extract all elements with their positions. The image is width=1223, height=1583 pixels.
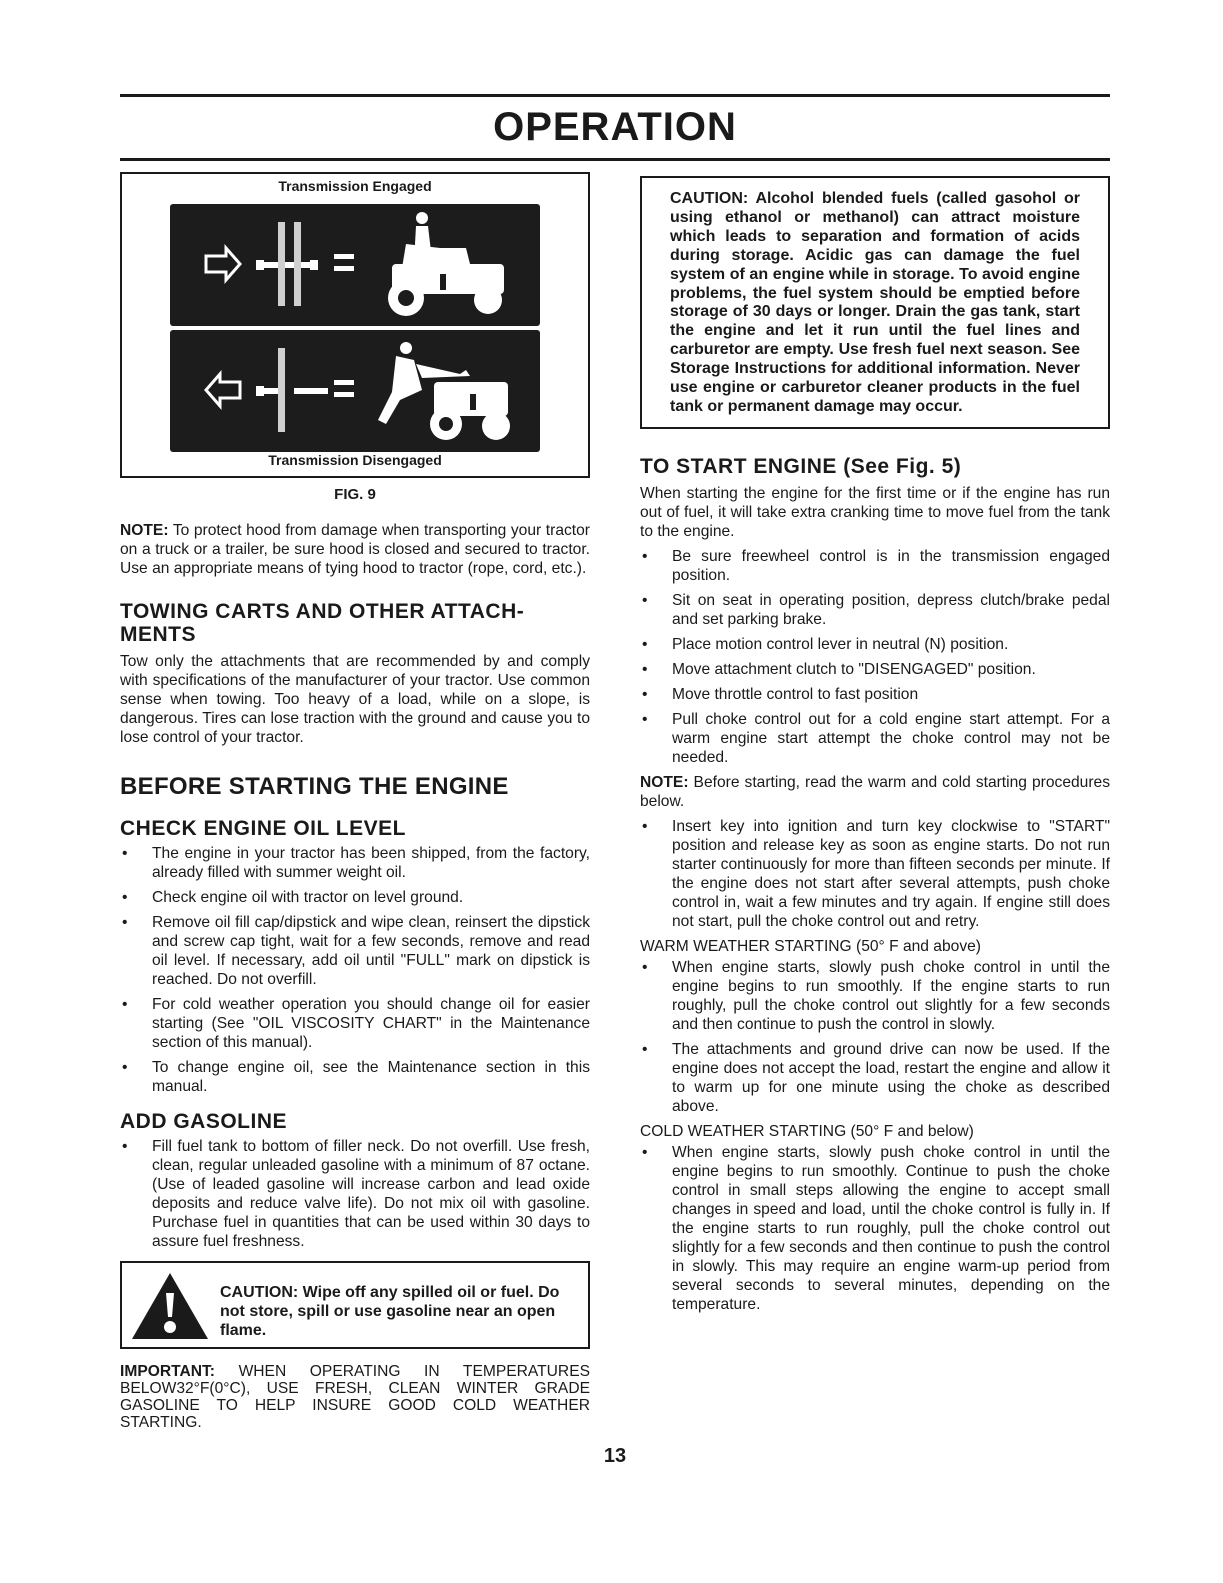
header-rule-bottom <box>120 158 1110 161</box>
towing-text: Tow only the attachments that are recommended by and comply with specifications of the manufacturer of your tractor. Use common sense when towing. Too heavy of a load, while on a slope, is dangerous. Tires can lose traction with the ground and cause you to lose control of your tractor. <box>120 653 590 746</box>
list-item: • Remove oil fill cap/dipstick and wipe clean, reinsert the dipstick and screw cap tight, wait for a few seconds, remove and read oil level. If necessary, add oil until "FULL" mark on dipstick is reached. Do not overfill. <box>120 913 590 989</box>
important-label: IMPORTANT: <box>120 1363 215 1380</box>
alcohol-caution-box <box>640 176 1110 429</box>
list-item: • Pull choke control out for a cold engine start attempt. For a warm engine start attempt the choke control may not be needed. <box>640 710 1110 767</box>
engaged-illustration-icon <box>170 204 540 326</box>
fire-warning-box <box>120 1261 590 1349</box>
warm-weather-list <box>640 958 1110 1116</box>
engaged-panel <box>170 204 540 326</box>
page-title: OPERATION <box>493 105 737 149</box>
before-starting-heading: BEFORE STARTING THE ENGINE <box>120 773 509 800</box>
add-gasoline-heading: ADD GASOLINE <box>120 1110 288 1133</box>
gasoline-list <box>120 1137 590 1251</box>
ignition-list <box>640 817 1110 931</box>
list-item: • Fill fuel tank to bottom of filler neck. Do not overfill. Use fresh, clean, regular unleaded gasoline with a minimum of 87 octane. (Use of leaded gasoline will increase carbon and lead oxide deposits and reduce valve life). Do not mix oil with gasoline. Purchase fuel in quantities that can be used within 30 days to assure fuel freshness. <box>120 1137 590 1251</box>
cold-weather-list <box>640 1143 1110 1314</box>
important-text: WHEN OPERATING IN TEMPERATURES BELOW32°F(0°C), USE FRESH, CLEAN WINTER GRADE GASOLINE TO HELP INSURE GOOD COLD WEATHER STARTING. <box>120 1363 590 1431</box>
list-item: • Check engine oil with tractor on level ground. <box>120 888 590 907</box>
list-item: • When engine starts, slowly push choke control in until the engine begins to run smoothly. Continue to push the choke control in small steps allowing the engine to accept small changes in speed and load, until the choke control is fully in. If the engine starts to run roughly, pull the choke control out slightly for a few seconds and then continue to push the control in slowly. This may require an engine warm-up period from several seconds to several minutes, depending on the temperature. <box>640 1143 1110 1314</box>
figure-caption-disengaged: Transmission Disengaged <box>268 452 442 468</box>
figure-label: FIG. 9 <box>334 486 376 503</box>
right-column <box>640 172 1110 1320</box>
towing-heading-line1: TOWING CARTS AND OTHER ATTACH- <box>120 600 525 623</box>
start-intro: When starting the engine for the first time or if the engine has run out of fuel, it will take extra cranking time to move fuel from the tank to the engine. <box>640 484 1110 540</box>
fire-warning-text: CAUTION: Wipe off any spilled oil or fuel. Do not store, spill or use gasoline near an open flame. <box>220 1284 560 1339</box>
list-item: • Insert key into ignition and turn key clockwise to "START" position and release key as soon as engine starts. Do not run starter continuously for more than fifteen seconds per minute. If the engine does not start after several attempts, push choke control in, wait a few minutes and try again. If engine still does not start, pull the choke control out and retry. <box>640 817 1110 931</box>
list-item: • Place motion control lever in neutral (N) position. <box>640 635 1110 654</box>
page-number: 13 <box>603 1445 627 1467</box>
figure-caption-engaged: Transmission Engaged <box>278 178 432 194</box>
warning-triangle-icon <box>130 1271 210 1341</box>
start-steps-list <box>640 547 1110 767</box>
list-item: • The attachments and ground drive can now be used. If the engine does not accept the load, restart the engine and allow it to warm up for one minute using the choke as described above. <box>640 1040 1110 1116</box>
list-item: • Move attachment clutch to "DISENGAGED" position. <box>640 660 1110 679</box>
note-text: Before starting, read the warm and cold starting procedures below. <box>640 773 1110 810</box>
alcohol-caution-text: CAUTION: Alcohol blended fuels (called gasohol or using ethanol or methanol) can attract moisture which leads to separation and formation of acids during storage. Acidic gas can damage the fuel system of an engine while in storage. To avoid engine problems, the fuel system should be emptied before storage of 30 days or longer. Drain the gas tank, start the engine and let it run until the fuel lines and carburetor are empty. Use fresh fuel next season. See Storage Instructions for additional information. Never use engine or carburetor cleaner products in the fuel tank or permanent damage may occur. <box>670 190 1080 415</box>
oil-list <box>120 844 590 1096</box>
start-engine-heading: TO START ENGINE (See Fig. 5) <box>640 454 962 478</box>
list-item: • To change engine oil, see the Maintenance section in this manual. <box>120 1058 590 1096</box>
disengaged-illustration-icon <box>170 330 540 452</box>
list-item: • Be sure freewheel control is in the transmission engaged position. <box>640 547 1110 585</box>
starting-note <box>640 773 1110 811</box>
list-item: • Sit on seat in operating position, depress clutch/brake pedal and set parking brake. <box>640 591 1110 629</box>
note-label: NOTE: <box>120 522 169 539</box>
check-oil-heading: CHECK ENGINE OIL LEVEL <box>120 817 406 840</box>
left-column <box>120 172 590 1431</box>
cold-weather-heading: COLD WEATHER STARTING (50° F and below) <box>640 1122 974 1140</box>
important-note <box>120 1363 590 1431</box>
figure-box <box>120 172 590 478</box>
towing-heading-line2: MENTS <box>120 623 196 646</box>
list-item: • For cold weather operation you should change oil for easier starting (See "OIL VISCOSITY CHART" in the Maintenance section of this manual). <box>120 995 590 1052</box>
note-label: NOTE: <box>640 773 689 791</box>
list-item: • The engine in your tractor has been shipped, from the factory, already filled with summer weight oil. <box>120 844 590 882</box>
towing-heading <box>120 600 590 646</box>
note-text: To protect hood from damage when transporting your tractor on a truck or a trailer, be sure hood is closed and secured to tractor. Use an appropriate means of tying hood to tractor (rope, cord, etc.). <box>120 522 590 577</box>
hood-note <box>120 521 590 578</box>
disengaged-panel <box>170 330 540 452</box>
list-item: • Move throttle control to fast position <box>640 685 1110 704</box>
warm-weather-heading: WARM WEATHER STARTING (50° F and above) <box>640 937 981 955</box>
header-rule-top <box>120 94 1110 97</box>
list-item: • When engine starts, slowly push choke control in until the engine begins to run smoothly. If the engine starts to run roughly, pull the choke control out slightly for a few seconds and then continue to push the control in slowly. <box>640 958 1110 1034</box>
